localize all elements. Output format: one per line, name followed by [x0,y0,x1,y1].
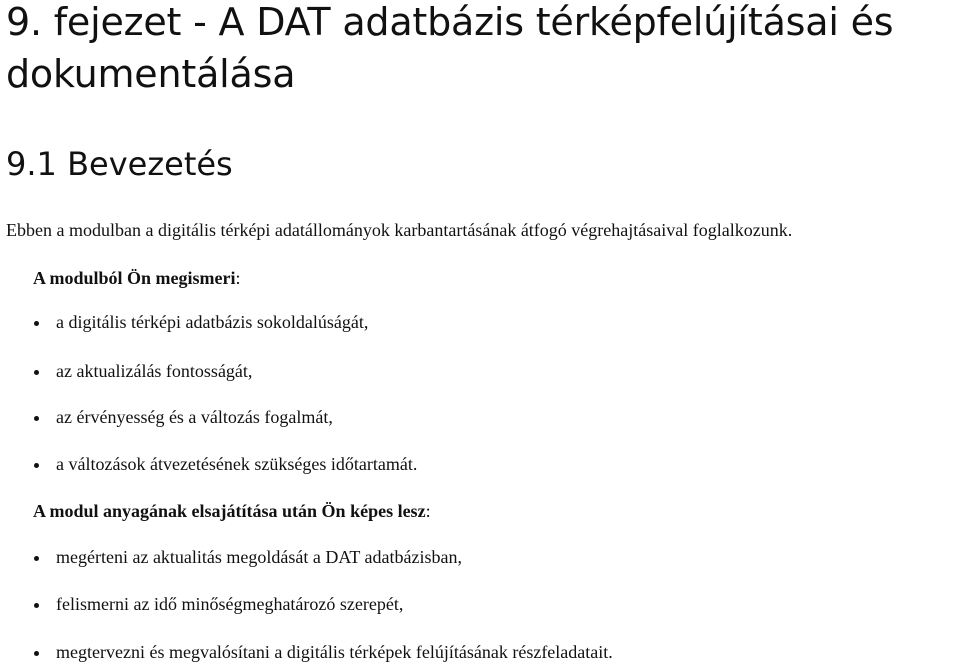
bullet-icon [34,556,39,561]
able-lead-bold: A modul anyagának elsajátítása után Ön képes lesz [33,501,426,521]
bullet-icon [34,321,39,326]
list-item-text: az aktualizálás fontosságát, [56,361,253,381]
bullet-icon [34,416,39,421]
list-item-text: a változások átvezetésének szükséges időtartamát. [56,454,418,474]
list-item-text: megtervezni és megvalósítani a digitális térképek felújításának részfeladatait. [56,642,613,662]
learn-lead-colon: : [235,268,241,288]
list-item-text: felismerni az idő minőségmeghatározó szerepét, [56,594,404,614]
bullet-icon [34,370,39,375]
section-title: 9.1 Bevezetés [6,145,233,183]
intro-paragraph: Ebben a modulban a digitális térképi adatállományok karbantartásának átfogó végrehajtásaival foglalkozunk. [6,220,793,240]
list-item-text: a digitális térképi adatbázis sokoldalúságát, [56,312,369,332]
learn-lead [33,266,241,290]
able-lead [33,499,431,523]
bullet-icon [34,651,39,656]
bullet-icon [34,603,39,608]
able-lead-colon: : [425,501,431,521]
bullet-icon [34,463,39,468]
list-item-text: az érvényesség és a változás fogalmát, [56,407,333,427]
chapter-title: 9. fejezet - A DAT adatbázis térképfelújításai és dokumentálása [6,0,894,96]
learn-lead-bold: A modulból Ön megismeri [33,268,236,288]
list-item-text: megérteni az aktualitás megoldását a DAT adatbázisban, [56,547,463,567]
